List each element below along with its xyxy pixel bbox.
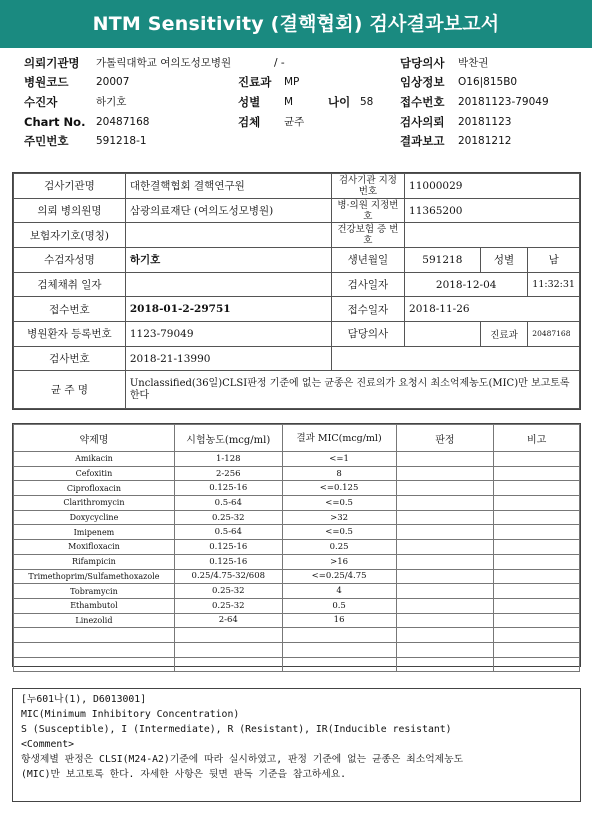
drug-name: Amikacin	[14, 452, 175, 467]
drug-mic: <=1	[282, 452, 396, 467]
drug-name	[14, 657, 175, 672]
doctor-label: 담당의사	[400, 56, 445, 70]
drug-interp	[396, 481, 494, 496]
drug-range: 1-128	[174, 452, 282, 467]
drug-note	[494, 510, 580, 525]
drug-mic: <=0.125	[282, 481, 396, 496]
drug-name: Trimethoprim/Sulfamethoxazole	[14, 569, 175, 584]
drug-mic: 8	[282, 466, 396, 481]
clinical-label: 임상정보	[400, 75, 445, 89]
drug-mic: <=0.25/4.75	[282, 569, 396, 584]
drug-row	[14, 598, 580, 613]
reg-label: 병원환자 등록번호	[14, 322, 126, 347]
drug-note	[494, 540, 580, 555]
drug-range: 0.25-32	[174, 510, 282, 525]
drug-row	[14, 540, 580, 555]
drug-interp	[396, 584, 494, 599]
drug-mic: <=0.5	[282, 496, 396, 511]
patient-label: 수검자성명	[14, 248, 126, 273]
specimen-value: 균주	[284, 116, 305, 128]
drug-row	[14, 642, 580, 657]
drug-mic	[282, 628, 396, 643]
drug-name: Rifampicin	[14, 554, 175, 569]
drug-interp	[396, 525, 494, 540]
request-value: 20181123	[458, 116, 512, 128]
sex-info-label: 성별	[480, 248, 528, 273]
drug-row	[14, 466, 580, 481]
drug-note	[494, 642, 580, 657]
comment-legend: S (Susceptible), I (Intermediate), R (Resistant), IR(Inducible resistant)	[21, 724, 452, 735]
drug-interp	[396, 598, 494, 613]
drug-name: Ethambutol	[14, 598, 175, 613]
institution-value: 가톨릭대학교 여의도성모병원	[96, 57, 232, 69]
drug-mic: >16	[282, 554, 396, 569]
receipt-date-label: 접수일자	[331, 297, 404, 322]
drug-interp	[396, 466, 494, 481]
lab-id-label: 검사기관 지정번호	[331, 174, 404, 199]
dept-info-label: 진료과	[480, 322, 528, 347]
drug-mic: <=0.5	[282, 525, 396, 540]
health-label: 건강보험 증 번호	[331, 223, 404, 248]
drug-header-interp: 판정	[396, 425, 494, 452]
drug-name: Doxycycline	[14, 510, 175, 525]
info-box	[12, 172, 581, 410]
birth-label: 생년월일	[331, 248, 404, 273]
drug-interp	[396, 496, 494, 511]
drug-mic: 0.25	[282, 540, 396, 555]
drug-range: 0.5-64	[174, 525, 282, 540]
receipt-no-value: 2018-01-2-29751	[125, 297, 331, 322]
insurance-label: 보험자기호(명칭)	[14, 223, 126, 248]
comment-box	[12, 688, 581, 802]
drug-note	[494, 525, 580, 540]
drug-range: 0.125-16	[174, 554, 282, 569]
drug-note	[494, 452, 580, 467]
drug-interp	[396, 657, 494, 672]
drug-note	[494, 466, 580, 481]
drug-row	[14, 510, 580, 525]
drug-header-range: 시험농도(mcg/ml)	[174, 425, 282, 452]
sex-value: M	[284, 96, 294, 108]
drug-name: Imipenem	[14, 525, 175, 540]
drug-row	[14, 569, 580, 584]
drug-note	[494, 598, 580, 613]
dept-info-value: 20487168	[528, 322, 580, 347]
birth-value: 591218	[405, 248, 481, 273]
specimen-label: 검체	[238, 115, 261, 129]
drug-range: 0.5-64	[174, 496, 282, 511]
drug-note	[494, 628, 580, 643]
drug-note	[494, 613, 580, 628]
drug-mic	[282, 657, 396, 672]
drug-row	[14, 628, 580, 643]
drug-name: Linezolid	[14, 613, 175, 628]
drug-name: Ciprofloxacin	[14, 481, 175, 496]
drug-interp	[396, 613, 494, 628]
request-label: 검사의뢰	[400, 115, 445, 129]
resident-value: 591218-1	[96, 135, 147, 147]
drug-header-note: 비고	[494, 425, 580, 452]
drug-interp	[396, 642, 494, 657]
patient-value: 하기호	[125, 248, 331, 273]
strain-label: 균 주 명	[14, 371, 126, 409]
sex-label: 성별	[238, 95, 261, 109]
drug-range: 2-64	[174, 613, 282, 628]
drug-mic: 16	[282, 613, 396, 628]
receipt-date-value: 2018-11-26	[405, 297, 580, 322]
drug-interp	[396, 628, 494, 643]
resident-label: 주민번호	[24, 134, 69, 148]
drug-note	[494, 496, 580, 511]
drug-mic: >32	[282, 510, 396, 525]
drug-note	[494, 554, 580, 569]
test-date-value: 2018-12-04	[405, 272, 528, 297]
drug-range	[174, 642, 282, 657]
drug-range: 0.25/4.75-32/608	[174, 569, 282, 584]
hosp-name-value: 삼광의료재단 (여의도성모병원)	[125, 198, 331, 223]
institution-label: 의뢰기관명	[24, 56, 80, 70]
insurance-value	[125, 223, 331, 248]
drug-interp	[396, 569, 494, 584]
recipient-value: 하기호	[96, 96, 127, 108]
comment-code: [누601나(1), D6013001]	[21, 694, 147, 705]
sex-info-value: 남	[528, 248, 580, 273]
drug-range	[174, 628, 282, 643]
drug-name: Tobramycin	[14, 584, 175, 599]
chart-label: Chart No.	[24, 115, 86, 129]
comment-heading: <Comment>	[21, 739, 75, 750]
report-label: 결과보고	[400, 134, 445, 148]
drug-row	[14, 657, 580, 672]
collect-label: 검체채취 일자	[14, 272, 126, 297]
institution-suffix: / -	[274, 57, 285, 69]
chart-value: 20487168	[96, 116, 150, 128]
info-table	[13, 173, 580, 409]
drug-row	[14, 525, 580, 540]
collect-value	[125, 272, 331, 297]
drug-mic: 0.5	[282, 598, 396, 613]
test-date-label: 검사일자	[331, 272, 404, 297]
drug-range: 0.125-16	[174, 481, 282, 496]
drug-note	[494, 584, 580, 599]
lab-name-label: 검사기관명	[14, 174, 126, 199]
drug-row	[14, 584, 580, 599]
age-value: 58	[360, 96, 374, 108]
hosp-name-label: 의뢰 병의원명	[14, 198, 126, 223]
department-value: MP	[284, 76, 300, 88]
exam-no-label: 검사번호	[14, 346, 126, 371]
drug-note	[494, 481, 580, 496]
hosp-id-label: 병·의원 지정번호	[331, 198, 404, 223]
clinical-value: O16|815B0	[458, 76, 518, 88]
health-value	[405, 223, 580, 248]
age-label: 나이	[328, 95, 351, 109]
exam-no-blank	[331, 346, 579, 371]
drug-mic	[282, 642, 396, 657]
exam-no-value: 2018-21-13990	[125, 346, 331, 371]
drug-name	[14, 642, 175, 657]
comment-text-1: 항생제별 판정은 CLSI(M24-A2)기준에 따라 실시하였고, 판정 기준에 없는 균종은 최소억제농도	[21, 754, 464, 765]
drug-interp	[396, 554, 494, 569]
recipient-label: 수진자	[24, 95, 58, 109]
drug-row	[14, 554, 580, 569]
lab-name-value: 대한결핵협회 결핵연구원	[125, 174, 331, 199]
drug-interp	[396, 452, 494, 467]
hosp-id-value: 11365200	[405, 198, 580, 223]
reg-value: 1123-79049	[125, 322, 331, 347]
report-value: 20181212	[458, 135, 512, 147]
drug-row	[14, 613, 580, 628]
hospital-code-label: 병원코드	[24, 75, 69, 89]
drug-interp	[396, 540, 494, 555]
doctor-info-value	[405, 322, 481, 347]
strain-value: Unclassified(36일)CLSI판정 기준에 없는 균종은 진료의가 요청시 최소억제농도(MIC)만 보고토록 한다	[125, 371, 579, 409]
receipt-no-label: 접수번호	[14, 297, 126, 322]
drug-note	[494, 657, 580, 672]
test-time-value: 11:32:31	[528, 272, 580, 297]
drug-row	[14, 496, 580, 511]
drug-range	[174, 657, 282, 672]
drug-note	[494, 569, 580, 584]
doctor-info-label: 담당의사	[331, 322, 404, 347]
drug-range: 0.25-32	[174, 584, 282, 599]
drug-row	[14, 481, 580, 496]
drug-header-name: 약제명	[14, 425, 175, 452]
comment-text-2: (MIC)만 보고토록 한다. 자세한 사항은 뒷면 판독 기준을 참고하세요.	[21, 769, 347, 780]
report-title: NTM Sensitivity (결핵협회) 검사결과보고서	[0, 0, 592, 48]
drug-range: 0.25-32	[174, 598, 282, 613]
drug-name	[14, 628, 175, 643]
drug-interp	[396, 510, 494, 525]
lab-id-value: 11000029	[405, 174, 580, 199]
drug-range: 2-256	[174, 466, 282, 481]
drug-row	[14, 452, 580, 467]
doctor-value: 박찬권	[458, 57, 489, 69]
receipt-label: 접수번호	[400, 95, 445, 109]
comment-mic: MIC(Minimum Inhibitory Concentration)	[21, 709, 240, 720]
drug-table	[13, 424, 580, 672]
drug-name: Clarithromycin	[14, 496, 175, 511]
drug-name: Moxifloxacin	[14, 540, 175, 555]
drug-range: 0.125-16	[174, 540, 282, 555]
receipt-value: 20181123-79049	[458, 96, 549, 108]
drug-mic: 4	[282, 584, 396, 599]
drug-header-mic: 결과 MIC(mcg/ml)	[282, 425, 396, 452]
department-label: 진료과	[238, 75, 272, 89]
drug-name: Cefoxitin	[14, 466, 175, 481]
drug-box	[12, 423, 581, 667]
hospital-code-value: 20007	[96, 76, 130, 88]
